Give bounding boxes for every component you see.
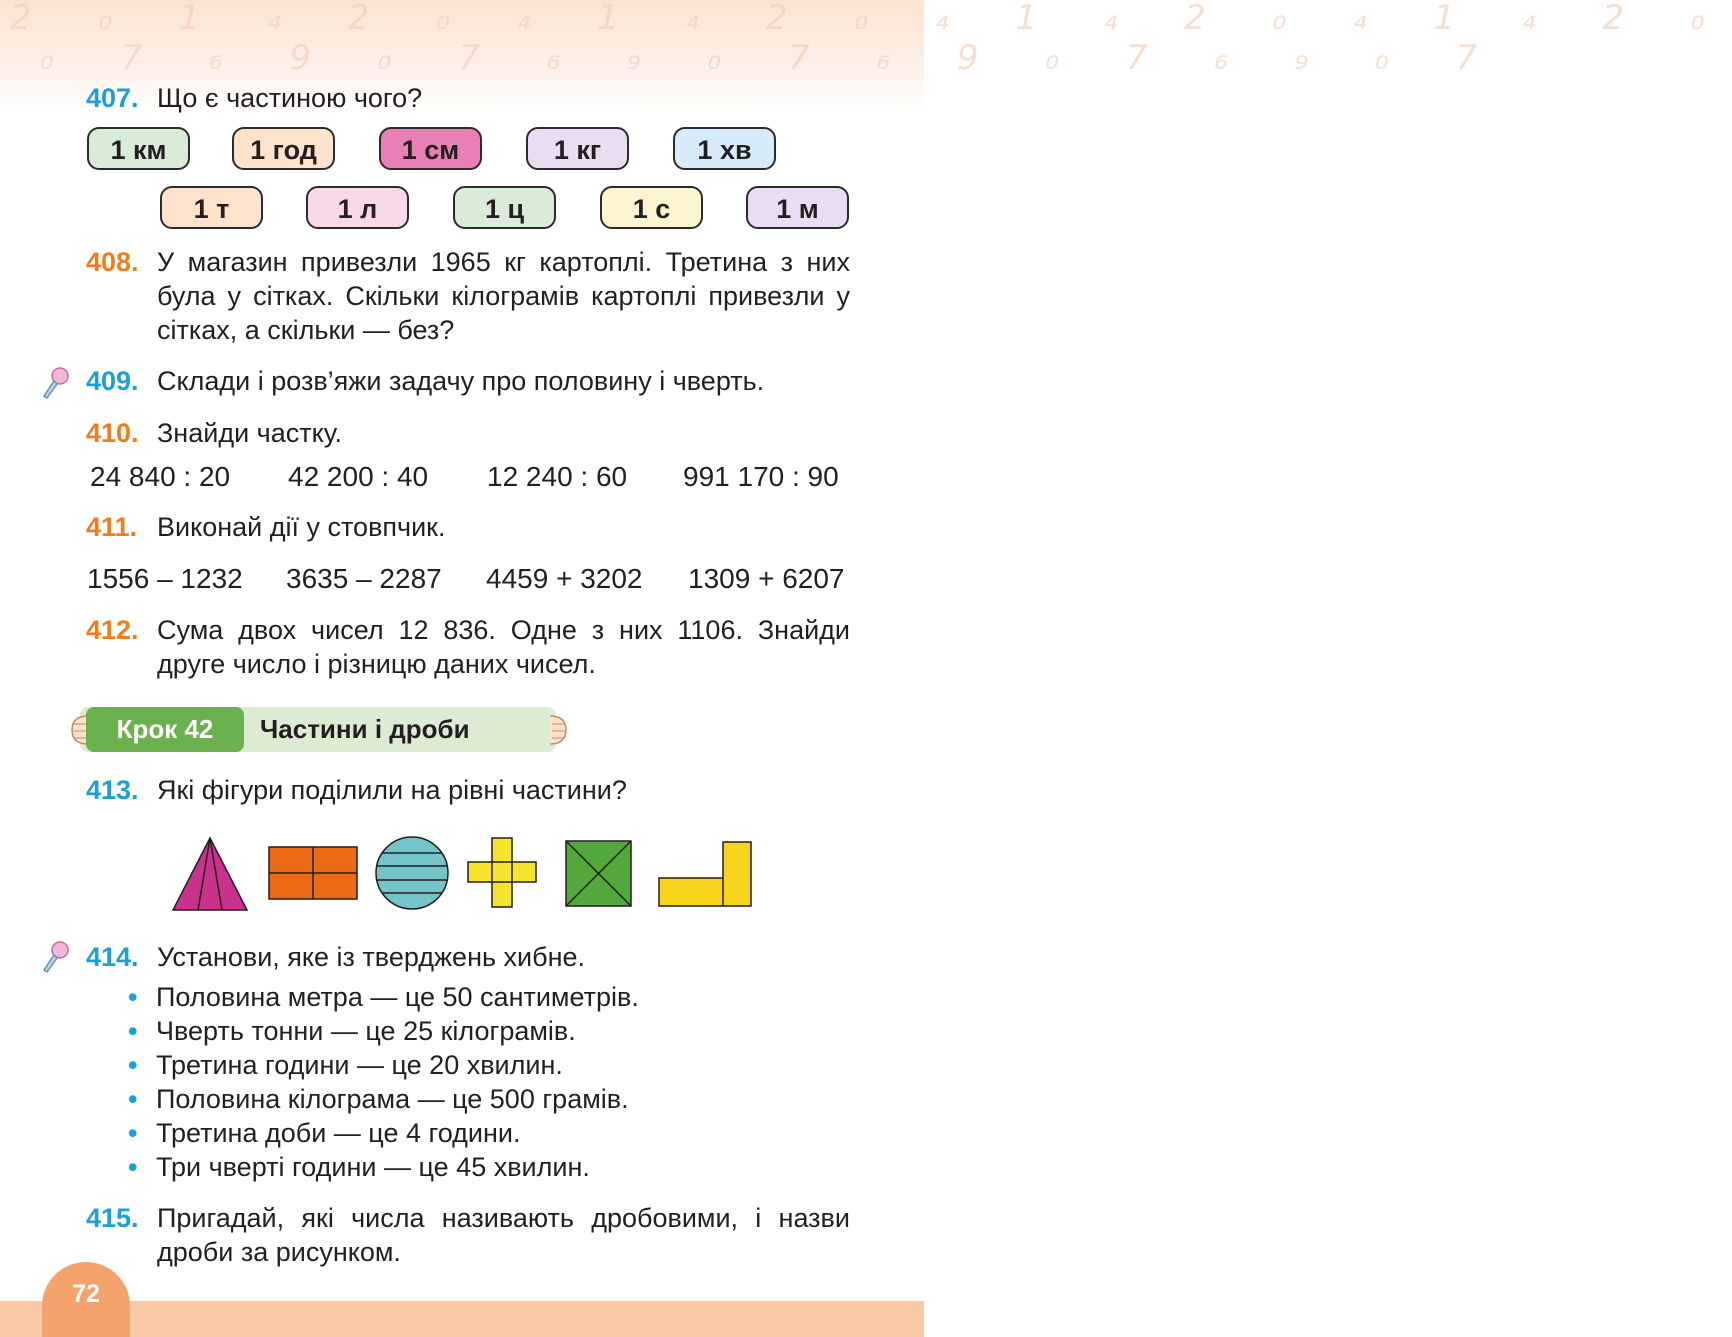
task-number: 413. bbox=[86, 775, 139, 805]
task-number: 415. bbox=[86, 1203, 139, 1233]
triangle-shape bbox=[173, 838, 247, 910]
unit-box: 1 с bbox=[600, 186, 703, 229]
task-407 bbox=[86, 81, 139, 115]
task-412-text: Сума двох чисел 12 836. Одне з них 1106. Знайди друге число і різницю даних чисел. bbox=[157, 615, 850, 679]
microphone-icon bbox=[40, 940, 70, 974]
list-item bbox=[128, 1082, 639, 1116]
unit-box: 1 кг bbox=[526, 127, 629, 170]
division-expression: 12 240 : 60 bbox=[487, 461, 628, 492]
column-expression: 3635 – 2287 bbox=[286, 563, 442, 594]
bullet: • bbox=[128, 1016, 138, 1046]
column-expression: 1309 + 6207 bbox=[688, 563, 845, 594]
microphone-icon bbox=[40, 366, 70, 400]
square-shape bbox=[566, 841, 631, 906]
bullet: • bbox=[128, 1118, 138, 1148]
column-expression: 4459 + 3202 bbox=[486, 563, 643, 594]
circle-shape bbox=[376, 837, 448, 909]
task-number: 408. bbox=[86, 247, 139, 277]
statement-text: Половина кілограма — це 500 грамів. bbox=[156, 1084, 629, 1114]
unit-box: 1 т bbox=[160, 186, 263, 229]
cross-shape bbox=[468, 838, 536, 907]
task-414 bbox=[86, 940, 139, 974]
unit-box: 1 км bbox=[87, 127, 190, 170]
statement-text: Три чверті години — це 45 хвилин. bbox=[156, 1152, 590, 1182]
task-410 bbox=[86, 416, 139, 450]
list-item bbox=[128, 1014, 639, 1048]
unit-box: 1 ц bbox=[453, 186, 556, 229]
task-411 bbox=[86, 510, 137, 544]
task-415 bbox=[86, 1201, 139, 1235]
column-expression: 1556 – 1232 bbox=[87, 563, 243, 594]
statements-list bbox=[128, 980, 639, 1184]
task-413 bbox=[86, 773, 139, 807]
task-number: 414. bbox=[86, 942, 139, 972]
unit-box: 1 м bbox=[746, 186, 849, 229]
statement-text: Третина години — це 20 хвилин. bbox=[156, 1050, 563, 1080]
statement-text: Половина метра — це 50 сантиметрів. bbox=[156, 982, 639, 1012]
task-408 bbox=[86, 245, 139, 279]
unit-box: 1 см bbox=[379, 127, 482, 170]
division-expression: 991 170 : 90 bbox=[683, 461, 839, 492]
division-expression: 42 200 : 40 bbox=[288, 461, 429, 492]
list-item bbox=[128, 1150, 639, 1184]
task-number: 409. bbox=[86, 366, 139, 396]
task-409 bbox=[86, 364, 139, 398]
unit-box: 1 л bbox=[306, 186, 409, 229]
task-number: 412. bbox=[86, 615, 139, 645]
step-title: Частини і дроби bbox=[260, 714, 470, 744]
task-413-text: Які фігури поділили на рівні частини? bbox=[157, 775, 627, 805]
task-415-text: Пригадай, які числа називають дробовими, і назви дроби за рисунком. bbox=[157, 1203, 850, 1267]
task-414-text: Установи, яке із тверджень хибне. bbox=[157, 942, 586, 972]
bullet: • bbox=[128, 982, 138, 1012]
statement-text: Третина доби — це 4 години. bbox=[156, 1118, 521, 1148]
step-label: Крок 42 bbox=[86, 707, 244, 752]
unit-box: 1 хв bbox=[673, 127, 776, 170]
decorative-digits: 2 ₀ 1 ₄ 2 ₀ ₄ 1 ₄ 2 ₀ ₄ 1 ₄ 2 ₀ ₄ 1 ₄ 2 ₀ ₀ 7 ₆ 9 ₀ 7 ₆ ₉ ₀ 7 ₆ 9 ₀ 7 ₆ ₉ ₀ 7 bbox=[10, 0, 1732, 78]
l-shape bbox=[659, 842, 751, 906]
rectangle-shape bbox=[269, 847, 357, 899]
list-item bbox=[128, 1048, 639, 1082]
task-number: 407. bbox=[86, 83, 139, 113]
task-number: 411. bbox=[86, 512, 138, 542]
unit-box: 1 год bbox=[232, 127, 335, 170]
bullet: • bbox=[128, 1152, 138, 1182]
bottom-decor-band bbox=[0, 1301, 924, 1337]
task-412 bbox=[86, 613, 139, 647]
division-expression: 24 840 : 20 bbox=[90, 461, 231, 492]
task-407-text: Що є частиною чого? bbox=[157, 83, 423, 113]
list-item bbox=[128, 980, 639, 1014]
page-number: 72 bbox=[72, 1280, 100, 1308]
statement-text: Чверть тонни — це 25 кілограмів. bbox=[156, 1016, 576, 1046]
task-number: 410. bbox=[86, 418, 139, 448]
task-411-text: Виконай дії у стовпчик. bbox=[157, 512, 446, 542]
task-409-text: Склади і розв’яжи задачу про половину і чверть. bbox=[157, 366, 765, 396]
task-408-text: У магазин привезли 1965 кг картоплі. Третина з них була у сітках. Скільки кілограмів картоплі привезли у сітках, а скільки — без? bbox=[157, 247, 850, 345]
list-item bbox=[128, 1116, 639, 1150]
task-410-text: Знайди частку. bbox=[157, 418, 343, 448]
bullet: • bbox=[128, 1084, 138, 1114]
bullet: • bbox=[128, 1050, 138, 1080]
shapes-figure bbox=[170, 835, 760, 915]
hand-pointer-icon bbox=[548, 712, 570, 748]
